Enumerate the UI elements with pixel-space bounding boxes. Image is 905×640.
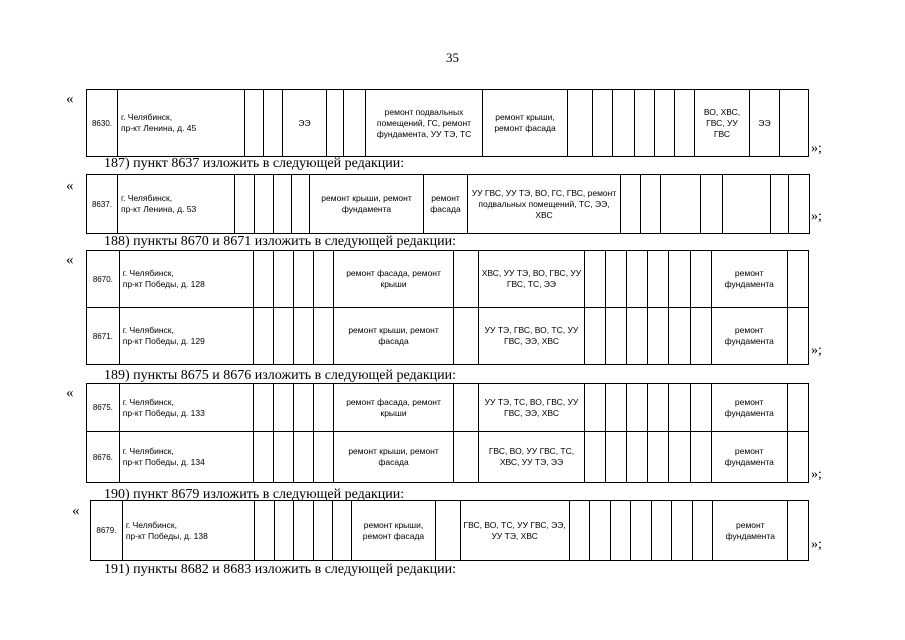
empty-cell	[593, 90, 613, 157]
empty-cell	[690, 384, 711, 432]
row-number: 8671.	[87, 308, 120, 365]
cell-ee: ЭЭ	[283, 90, 327, 157]
closing-quote: »;	[811, 209, 822, 224]
cell-systems: ГВС, ВО, УУ ГВС, ТС, ХВС, УУ ТЭ, ЭЭ	[479, 432, 585, 483]
table-item-8679	[90, 500, 809, 561]
address-cell	[119, 251, 253, 308]
cell-works: ремонт крыши, ремонт фундамента	[310, 175, 424, 234]
empty-cell	[723, 175, 771, 234]
table-row	[87, 384, 809, 432]
empty-cell	[669, 432, 690, 483]
opening-quote: «	[72, 503, 80, 519]
empty-cell	[292, 175, 310, 234]
empty-cell	[255, 175, 274, 234]
empty-cell	[610, 501, 631, 561]
empty-cell	[294, 432, 314, 483]
row-number: 8670.	[87, 251, 120, 308]
cell-systems: УУ ГВС, УУ ТЭ, ВО, ГС, ГВС, ремонт подвальных помещений, ТС, ЭЭ, ХВС	[468, 175, 621, 234]
cell-works: ремонт крыши, ремонт фасада	[483, 90, 568, 157]
address-city: г. Челябинск,	[122, 325, 174, 335]
empty-cell	[344, 90, 366, 157]
empty-cell	[264, 90, 283, 157]
empty-cell	[621, 175, 641, 234]
empty-cell	[436, 501, 461, 561]
address-cell	[122, 501, 255, 561]
cell-systems: ГВС, ВО, ТС, УУ ГВС, ЭЭ, УУ ТЭ, ХВС	[460, 501, 569, 561]
opening-quote: «	[66, 178, 74, 194]
empty-cell	[648, 308, 669, 365]
heading-187: 187) пункт 8637 изложить в следующей редакции:	[104, 156, 405, 171]
empty-cell	[648, 251, 669, 308]
address-city: г. Челябинск,	[121, 112, 173, 122]
empty-cell	[648, 384, 669, 432]
closing-quote: »;	[811, 141, 822, 156]
cell-works: ремонт фасада	[424, 175, 468, 234]
empty-cell	[453, 432, 478, 483]
table-row	[87, 432, 809, 483]
empty-cell	[651, 501, 672, 561]
cell-last: ремонт фундамента	[713, 501, 788, 561]
empty-cell	[314, 308, 334, 365]
empty-cell	[274, 432, 294, 483]
empty-cell	[787, 251, 808, 308]
empty-cell	[584, 251, 605, 308]
cell-systems: ВО, ХВС, ГВС, УУ ГВС	[695, 90, 750, 157]
empty-cell	[294, 308, 314, 365]
cell-works: ремонт фасада, ремонт крыши	[334, 384, 453, 432]
cell-systems: УУ ТЭ, ТС, ВО, ГВС, УУ ГВС, ЭЭ, ХВС	[479, 384, 585, 432]
cell-ee: ЭЭ	[750, 90, 780, 157]
empty-cell	[669, 384, 690, 432]
cell-works: ремонт крыши, ремонт фасада	[334, 308, 453, 365]
empty-cell	[568, 90, 593, 157]
heading-191: 191) пункты 8682 и 8683 изложить в следующей редакции:	[104, 562, 457, 577]
empty-cell	[294, 384, 314, 432]
row-number: 8637.	[87, 175, 118, 234]
empty-cell	[453, 251, 478, 308]
empty-cell	[690, 251, 711, 308]
empty-cell	[255, 501, 275, 561]
empty-cell	[274, 251, 294, 308]
empty-cell	[274, 501, 294, 561]
empty-cell	[569, 501, 590, 561]
empty-cell	[314, 432, 334, 483]
cell-works: ремонт подвальных помещений, ГС, ремонт фундамента, УУ ТЭ, ТС	[366, 90, 483, 157]
empty-cell	[274, 308, 294, 365]
table-item-8630	[86, 89, 809, 157]
empty-cell	[701, 175, 723, 234]
empty-cell	[690, 308, 711, 365]
empty-cell	[771, 175, 789, 234]
empty-cell	[274, 175, 292, 234]
empty-cell	[648, 432, 669, 483]
empty-cell	[780, 90, 809, 157]
table-row	[91, 501, 809, 561]
heading-189: 189) пункты 8675 и 8676 изложить в следующей редакции:	[104, 368, 457, 383]
empty-cell	[254, 308, 274, 365]
page-number: 35	[446, 50, 459, 65]
empty-cell	[453, 308, 478, 365]
empty-cell	[333, 501, 351, 561]
table-item-8637	[86, 174, 810, 234]
empty-cell	[627, 251, 648, 308]
empty-cell	[787, 432, 808, 483]
empty-cell	[254, 432, 274, 483]
row-number: 8630.	[87, 90, 118, 157]
address-cell	[119, 384, 253, 432]
empty-cell	[631, 501, 652, 561]
address-cell	[119, 432, 253, 483]
address-street: пр-кт Победы, д. 133	[122, 407, 205, 418]
table-items-8675-8676	[86, 383, 809, 483]
cell-last: ремонт фундамента	[711, 432, 787, 483]
empty-cell	[314, 251, 334, 308]
empty-cell	[787, 308, 808, 365]
empty-cell	[690, 432, 711, 483]
empty-cell	[605, 384, 626, 432]
address-street: пр-кт Победы, д. 138	[125, 530, 208, 541]
empty-cell	[313, 501, 333, 561]
row-number: 8675.	[87, 384, 120, 432]
empty-cell	[327, 90, 344, 157]
empty-cell	[635, 90, 655, 157]
empty-cell	[605, 308, 626, 365]
heading-188: 188) пункты 8670 и 8671 изложить в следующей редакции:	[104, 234, 457, 249]
table-row	[87, 308, 809, 365]
empty-cell	[235, 175, 255, 234]
empty-cell	[453, 384, 478, 432]
address-street: пр-кт Ленина, д. 53	[121, 204, 197, 214]
empty-cell	[294, 501, 314, 561]
empty-cell	[254, 384, 274, 432]
address-city: г. Челябинск,	[122, 396, 174, 407]
address-cell	[119, 308, 253, 365]
empty-cell	[788, 501, 809, 561]
empty-cell	[672, 501, 693, 561]
empty-cell	[789, 175, 810, 234]
empty-cell	[675, 90, 695, 157]
address-city: г. Челябинск,	[122, 446, 174, 456]
address-street: пр-кт Победы, д. 129	[122, 336, 205, 346]
empty-cell	[627, 432, 648, 483]
address-cell	[118, 90, 245, 157]
table-items-8670-8671	[86, 250, 809, 365]
cell-last: ремонт фундамента	[711, 308, 787, 365]
empty-cell	[613, 90, 635, 157]
row-number: 8679.	[91, 501, 123, 561]
cell-last: ремонт фундамента	[711, 251, 787, 308]
cell-works: ремонт крыши, ремонт фасада	[351, 501, 435, 561]
closing-quote: »;	[811, 537, 822, 552]
opening-quote: «	[66, 91, 74, 107]
address-city: г. Челябинск,	[122, 268, 174, 278]
empty-cell	[254, 251, 274, 308]
empty-cell	[692, 501, 713, 561]
empty-cell	[314, 384, 334, 432]
cell-works: ремонт фасада, ремонт крыши	[334, 251, 453, 308]
empty-cell	[584, 308, 605, 365]
cell-systems: УУ ТЭ, ГВС, ВО, ТС, УУ ГВС, ЭЭ, ХВС	[479, 308, 585, 365]
cell-works: ремонт крыши, ремонт фасада	[334, 432, 453, 483]
empty-cell	[669, 308, 690, 365]
empty-cell	[294, 251, 314, 308]
empty-cell	[274, 384, 294, 432]
empty-cell	[641, 175, 661, 234]
empty-cell	[605, 432, 626, 483]
cell-systems: ХВС, УУ ТЭ, ВО, ГВС, УУ ГВС, ТС, ЭЭ	[479, 251, 585, 308]
table-row	[87, 251, 809, 308]
address-cell	[118, 175, 235, 234]
table-row	[87, 175, 810, 234]
empty-cell	[584, 384, 605, 432]
empty-cell	[655, 90, 675, 157]
address-city: г. Челябинск,	[121, 193, 173, 203]
empty-cell	[605, 251, 626, 308]
empty-cell	[627, 384, 648, 432]
opening-quote: «	[66, 252, 74, 268]
address-street: пр-кт Победы, д. 128	[122, 279, 205, 289]
empty-cell	[590, 501, 611, 561]
closing-quote: »;	[811, 467, 822, 482]
address-city: г. Челябинск,	[125, 519, 177, 530]
empty-cell	[584, 432, 605, 483]
empty-cell	[627, 308, 648, 365]
closing-quote: »;	[811, 343, 822, 358]
empty-cell	[669, 251, 690, 308]
heading-190: 190) пункт 8679 изложить в следующей редакции:	[104, 487, 405, 502]
address-street: пр-кт Победы, д. 134	[122, 457, 205, 467]
empty-cell	[787, 384, 808, 432]
address-street: пр-кт Ленина, д. 45	[121, 123, 197, 133]
empty-cell	[661, 175, 701, 234]
row-number: 8676.	[87, 432, 120, 483]
opening-quote: «	[66, 385, 74, 401]
cell-last: ремонт фундамента	[711, 384, 787, 432]
empty-cell	[245, 90, 264, 157]
table-row	[87, 90, 809, 157]
